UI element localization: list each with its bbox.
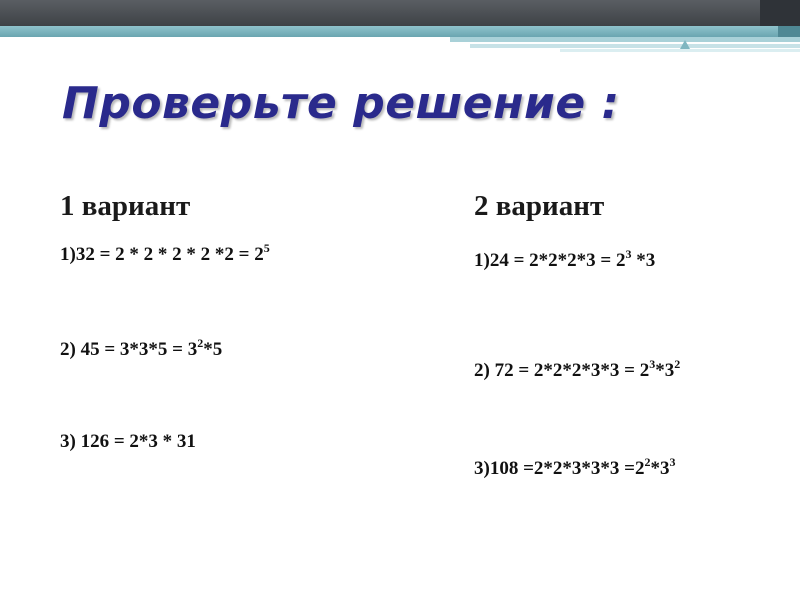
variant-1-line-1 bbox=[60, 241, 270, 266]
header-stripe bbox=[450, 37, 800, 42]
exponent: 5 bbox=[263, 241, 270, 255]
header-accent-band bbox=[0, 26, 800, 37]
header-band-corner bbox=[760, 0, 800, 26]
variant-1-line-2 bbox=[60, 336, 223, 361]
variant-2-line-3 bbox=[474, 455, 676, 480]
triangle-accent-icon bbox=[680, 40, 690, 49]
exponent: 2 bbox=[644, 455, 651, 469]
equation-tail: *3 bbox=[631, 250, 656, 271]
slide-title: Проверьте решение : bbox=[62, 78, 620, 129]
header-band bbox=[0, 0, 800, 26]
header-stripe bbox=[470, 44, 800, 48]
variant-2-line-2 bbox=[474, 357, 681, 382]
equation-tail: *3 bbox=[655, 360, 675, 381]
variant-2-column bbox=[474, 190, 604, 223]
equation-text: 2) 72 = 2*2*2*3*3 = 2 bbox=[474, 360, 650, 381]
exponent: 3 bbox=[649, 357, 656, 371]
header-accent-corner bbox=[778, 26, 800, 37]
variant-2-heading: 2 вариант bbox=[474, 190, 605, 222]
variant-1-line-3 bbox=[60, 431, 196, 453]
variant-1-heading: 1 вариант bbox=[60, 190, 191, 222]
exponent: 2 bbox=[197, 336, 204, 350]
equation-text: 1)32 = 2 * 2 * 2 * 2 *2 = 2 bbox=[60, 244, 264, 265]
equation-tail: *3 bbox=[650, 458, 670, 479]
exponent: 3 bbox=[669, 455, 676, 469]
exponent: 2 bbox=[674, 357, 681, 371]
equation-text: 3) 126 = 2*3 * 31 bbox=[60, 431, 196, 452]
equation-text: 3)108 =2*2*3*3*3 =2 bbox=[474, 458, 645, 479]
equation-text: 2) 45 = 3*3*5 = 3 bbox=[60, 339, 198, 360]
header-stripe bbox=[560, 49, 800, 52]
variant-2-line-1 bbox=[474, 247, 656, 272]
exponent: 3 bbox=[625, 247, 632, 261]
variant-1-column bbox=[60, 190, 190, 223]
equation-tail: *5 bbox=[203, 339, 223, 360]
equation-text: 1)24 = 2*2*2*3 = 2 bbox=[474, 250, 626, 271]
